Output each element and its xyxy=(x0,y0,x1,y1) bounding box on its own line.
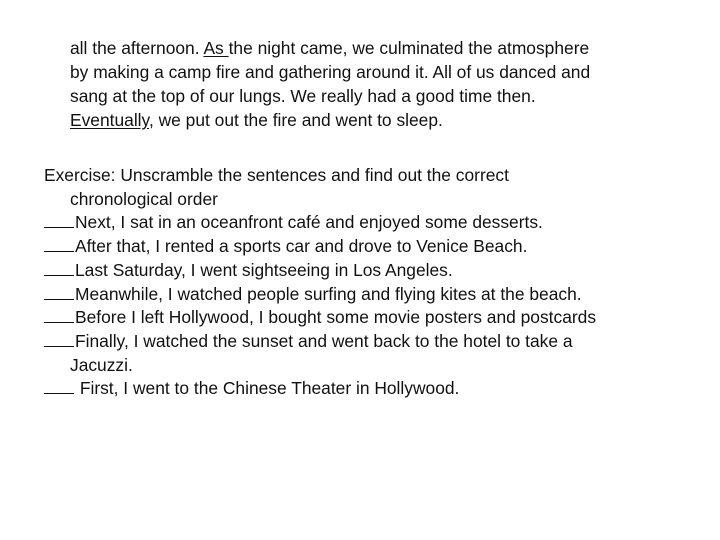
exercise-item xyxy=(44,211,714,235)
exercise-title xyxy=(44,164,714,211)
exercise-item-text: First, I went to the Chinese Theater in Hollywood. xyxy=(75,378,460,399)
exercise-item xyxy=(44,259,714,283)
exercise-section xyxy=(44,164,714,401)
paragraph-line xyxy=(70,60,710,84)
exercise-item-text: Last Saturday, I went sightseeing in Los Angeles. xyxy=(75,259,453,280)
paragraph-line xyxy=(70,36,710,60)
exercise-item-text: After that, I rented a sports car and drove to Venice Beach. xyxy=(75,236,528,257)
text-run: all the afternoon. xyxy=(70,38,204,58)
answer-blank[interactable] xyxy=(44,284,74,300)
answer-blank[interactable] xyxy=(44,212,74,228)
exercise-item xyxy=(44,377,714,401)
paragraph-line xyxy=(70,84,710,108)
text-run: sang at the top of our lungs. We really had a good time then. xyxy=(70,86,536,106)
story-paragraph xyxy=(70,36,710,132)
text-run: the night came, we culminated the atmosphere xyxy=(228,38,590,58)
exercise-item-continuation: Jacuzzi. xyxy=(70,354,133,375)
exercise-item xyxy=(44,283,714,307)
exercise-item-text: Before I left Hollywood, I bought some movie posters and postcards xyxy=(75,307,597,328)
answer-blank[interactable] xyxy=(44,331,74,347)
answer-blank[interactable] xyxy=(44,260,74,276)
paragraph-line xyxy=(70,108,710,132)
answer-blank[interactable] xyxy=(44,307,74,323)
exercise-title-line: chronological order xyxy=(70,188,218,209)
answer-blank[interactable] xyxy=(44,236,74,252)
underlined-transition-as: As xyxy=(203,38,229,58)
exercise-title-line: Exercise: Unscramble the sentences and find out the correct xyxy=(44,165,509,185)
underlined-transition-eventually: Eventually xyxy=(70,110,149,130)
text-run: , we put out the fire and went to sleep. xyxy=(148,110,443,130)
exercise-item-text: Next, I sat in an oceanfront café and enjoyed some desserts. xyxy=(75,212,543,233)
exercise-item xyxy=(44,330,714,377)
exercise-item xyxy=(44,235,714,259)
text-run: by making a camp fire and gathering around it. All of us danced and xyxy=(70,62,591,82)
exercise-item xyxy=(44,306,714,330)
exercise-item-text: Finally, I watched the sunset and went back to the hotel to take a xyxy=(75,330,573,351)
exercise-item-text: Meanwhile, I watched people surfing and flying kites at the beach. xyxy=(75,283,582,304)
answer-blank[interactable] xyxy=(44,378,74,394)
